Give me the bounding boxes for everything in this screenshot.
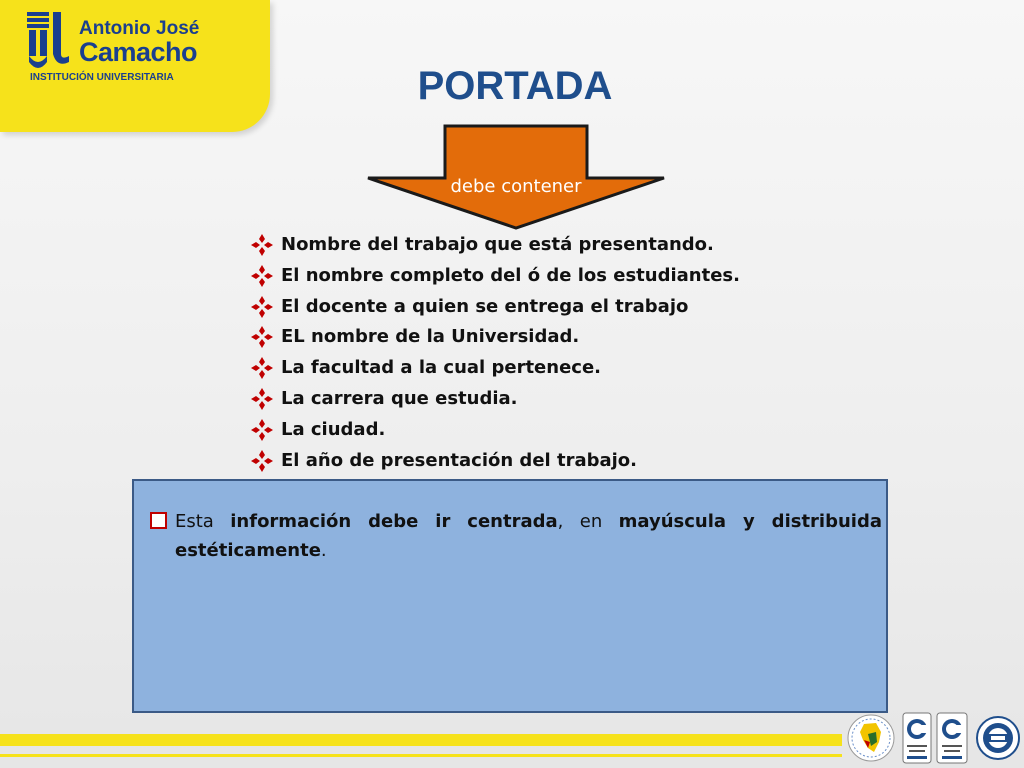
arrow-label: debe contener bbox=[450, 176, 582, 197]
icontec-cert-icon bbox=[902, 712, 932, 764]
info-text-bold2: mayúscula y distribuida estéticamente bbox=[175, 511, 883, 561]
info-text-part2: , en bbox=[557, 511, 619, 532]
footer-yellow-line bbox=[0, 754, 842, 757]
info-text-part3: . bbox=[320, 540, 327, 561]
logo-name-line2: Camacho bbox=[79, 37, 198, 67]
footer-yellow-bar bbox=[0, 734, 842, 746]
info-text bbox=[150, 507, 882, 565]
info-box bbox=[132, 479, 888, 713]
logo-subtitle: INSTITUCIÓN UNIVERSITARIA bbox=[30, 72, 174, 83]
logo-name-line1: Antonio José bbox=[79, 18, 200, 39]
diamond-bullet-icon bbox=[250, 356, 274, 380]
list-item-text: EL nombre de la Universidad. bbox=[281, 326, 580, 348]
list-item bbox=[248, 415, 740, 446]
diamond-bullet-icon bbox=[250, 233, 274, 257]
list-item bbox=[248, 384, 740, 415]
list-item bbox=[248, 230, 740, 261]
list-item-text: La facultad a la cual pertenece. bbox=[281, 357, 602, 379]
list-item bbox=[248, 353, 740, 384]
requirements-list bbox=[248, 230, 740, 476]
list-item-text: La ciudad. bbox=[281, 418, 386, 440]
diamond-bullet-icon bbox=[250, 418, 274, 442]
list-item-text: Nombre del trabajo que está presentando. bbox=[281, 234, 714, 255]
university-logo-mark-icon bbox=[27, 12, 73, 70]
list-item-text: El nombre completo del ó de los estudiantes. bbox=[281, 264, 740, 286]
icontec-iso-cert-icon bbox=[936, 712, 968, 764]
info-text-bold1: información debe ir centrada bbox=[230, 511, 558, 532]
colombia-map-seal-icon bbox=[846, 712, 896, 764]
checkbox-bullet-icon bbox=[150, 512, 167, 529]
iqnet-cert-icon bbox=[976, 716, 1020, 760]
list-item bbox=[248, 446, 740, 477]
list-item bbox=[248, 292, 740, 323]
diamond-bullet-icon bbox=[250, 325, 274, 349]
list-item-text: La carrera que estudia. bbox=[281, 387, 518, 409]
diamond-bullet-icon bbox=[250, 387, 274, 411]
diamond-bullet-icon bbox=[250, 449, 274, 473]
list-item-text: El docente a quien se entrega el trabajo bbox=[281, 295, 689, 317]
diamond-bullet-icon bbox=[250, 295, 274, 319]
list-item bbox=[248, 322, 740, 353]
diamond-bullet-icon bbox=[250, 264, 274, 288]
list-item bbox=[248, 261, 740, 292]
slide-title: PORTADA bbox=[417, 64, 613, 108]
university-logo bbox=[27, 12, 200, 84]
list-item-text: El año de presentación del trabajo. bbox=[281, 449, 637, 471]
info-text-part1: Esta bbox=[175, 511, 231, 532]
